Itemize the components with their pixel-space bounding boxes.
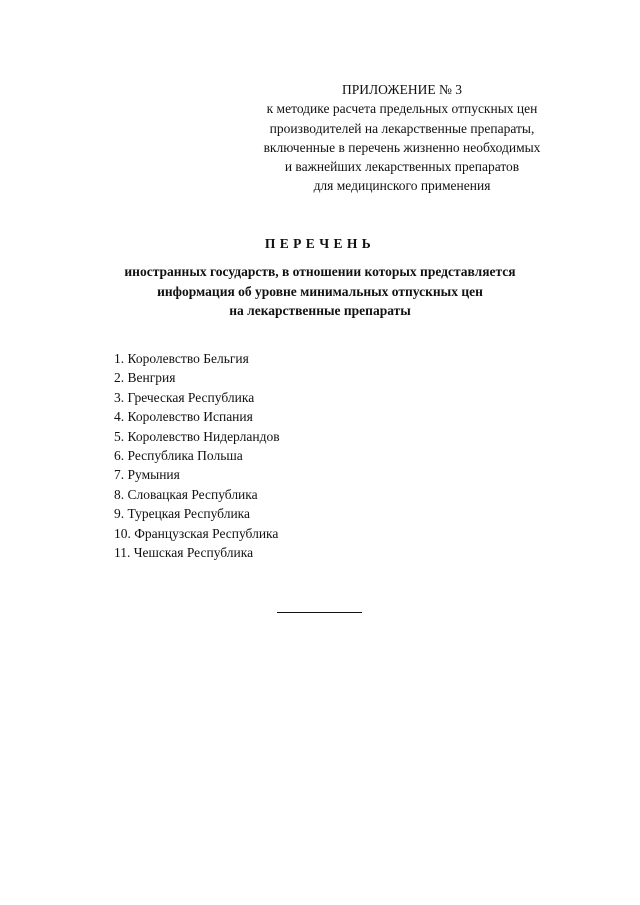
list-item: 11. Чешская Республика xyxy=(114,545,254,561)
country-list xyxy=(114,349,280,562)
list-item: 2. Венгрия xyxy=(114,370,176,386)
appendix-line: включенные в перечень жизненно необходимых xyxy=(263,139,541,155)
document-subtitle xyxy=(0,262,640,321)
list-item: 6. Республика Польша xyxy=(114,448,243,464)
appendix-block xyxy=(230,80,574,196)
list-item: 5. Королевство Нидерландов xyxy=(114,428,280,444)
subtitle-line: на лекарственные препараты xyxy=(229,303,411,318)
appendix-line: и важнейших лекарственных препаратов xyxy=(284,159,520,175)
subtitle-line: информация об уровне минимальных отпускных цен xyxy=(157,283,483,299)
list-item: 9. Турецкая Республика xyxy=(114,506,251,522)
appendix-line: к методике расчета предельных отпускных цен xyxy=(266,101,538,117)
subtitle-line: иностранных государств, в отношении которых представляется xyxy=(124,264,516,279)
list-item: 4. Королевство Испания xyxy=(114,409,253,425)
appendix-line: для медицинского применения xyxy=(313,178,491,194)
list-item: 1. Королевство Бельгия xyxy=(114,351,249,366)
appendix-heading: ПРИЛОЖЕНИЕ № 3 xyxy=(341,82,463,97)
list-item: 8. Словацкая Республика xyxy=(114,486,258,502)
list-item: 7. Румыния xyxy=(114,467,180,483)
list-item: 10. Французская Республика xyxy=(114,525,279,541)
end-divider xyxy=(277,612,362,613)
document-title: ПЕРЕЧЕНЬ xyxy=(264,236,376,251)
list-item: 3. Греческая Республика xyxy=(114,389,255,405)
appendix-line: производителей на лекарственные препараты, xyxy=(269,120,535,136)
